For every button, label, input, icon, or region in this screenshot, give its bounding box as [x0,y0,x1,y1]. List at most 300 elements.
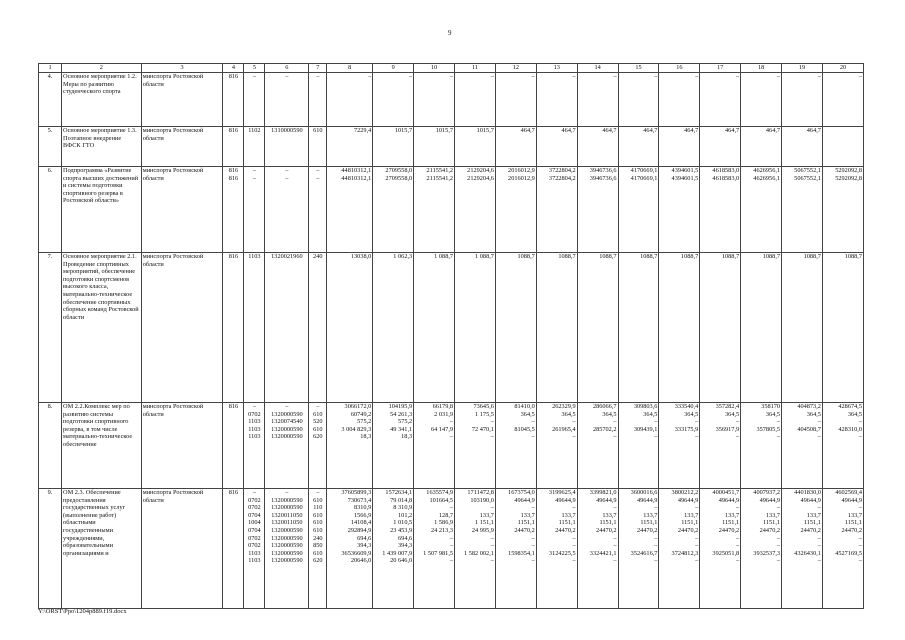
cell-line: 3946736,6 [589,167,617,174]
value-cell [536,489,577,609]
cell-line: – [531,418,535,426]
cell-line: 4394601,5 [671,174,699,182]
value-cell [700,489,741,609]
cell-line: – [817,534,821,542]
header-cell: 14 [577,64,618,73]
cell-line: 3722804,2 [548,174,576,182]
cell-line: 24470,2 [759,526,781,534]
cell-line: 1 586,9 [434,519,454,527]
cell-line: 49644,9 [636,496,658,504]
cell-line: 2129204,6 [467,174,494,182]
value-cell [244,167,265,253]
cell-line: 37605899,3 [341,489,372,496]
cell-line: – [252,73,256,80]
value-cell [822,167,863,253]
value-cell [244,403,265,489]
cell-line: 816 [228,403,239,410]
cell-line: 20 646,0 [390,557,413,565]
header-cell: 16 [659,64,700,73]
cell-line: 1088,7 [721,253,740,260]
value-cell [455,167,496,253]
cell-line: 364,5 [520,410,535,418]
cell-line: 49 341,1 [390,425,413,433]
cell-line: 44810312,1 [341,167,372,174]
value-cell [373,253,414,403]
cell-line: 1151,1 [599,519,617,527]
cell-line: 520 [313,418,323,426]
cell-line: 1103 [248,418,261,426]
cell-line: 816 [228,127,239,134]
cell-line: – [316,73,320,80]
cell-line: – [572,542,576,550]
cell-line: 49644,9 [596,496,617,504]
cell-line: – [449,433,454,441]
value-cell [223,167,244,253]
cell-line: 1320021960 [271,253,303,260]
cell-line: 1015,7 [476,127,494,134]
value-cell [741,489,782,609]
cell-line [224,512,242,520]
cell-line: 464,7 [643,127,658,134]
value-cell [822,73,863,127]
cell-line: 49644,9 [718,496,740,504]
cell-line: 133,7 [520,511,535,519]
cell-line: – [776,534,781,542]
cell-line: – [817,557,821,565]
cell-line: 1 175,5 [475,410,494,418]
cell-line: – [572,557,576,565]
cell-line: 1598354,1 [508,549,535,557]
cell-line: 730673,4 [347,496,372,504]
cell-line: 8310,9 [353,504,372,512]
value-cell [577,403,618,489]
value-cell [373,73,414,127]
cell-line: – [695,504,699,512]
cell-line: 816 [228,253,239,260]
cell-line: – [285,489,289,496]
cell-line: 4602569,4 [835,489,862,496]
cell-line: – [613,534,617,542]
cell-line: 620 [313,557,323,565]
value-cell [373,403,414,489]
cell-line: – [572,504,576,512]
value-cell [536,73,577,127]
cell-line: 1320000590 [271,557,303,565]
cell-line: 1151,1 [844,519,862,527]
cell-line: – [817,433,821,441]
cell-line: 364,5 [561,410,576,418]
cell-line: – [490,534,494,542]
cell-line: 24470,2 [841,526,862,534]
value-cell [495,73,536,127]
measure-name: ОМ 2.2.Комплекс мер по развитию системы подготовки спортивного резерва, в том числе материально-техническое обеспечение [62,403,142,489]
cell-line: – [858,418,862,426]
cell-line: 2016012,9 [508,167,535,174]
measure-name: ОМ 2.3. Обеспечение предоставления государственных услуг (выполнение работ) областными государственными учреждениями, образовательными организациями и [62,489,142,609]
cell-line: 364,5 [684,410,699,418]
header-cell: 2 [62,64,142,73]
cell-line: – [695,557,699,565]
cell-line: 428674,5 [838,403,862,410]
cell-line: – [654,534,658,542]
cell-line: 358170 [761,403,781,410]
cell-line: 81410,0 [514,403,535,410]
cell-line: 816 [228,174,239,182]
cell-line: 5067552,1 [794,174,821,182]
value-cell [618,253,659,403]
value-cell [495,403,536,489]
header-cell: 4 [223,64,244,73]
cell-line: 24470,2 [800,526,821,534]
cell-line: – [285,174,289,182]
cell-line: – [613,433,617,441]
cell-line: – [613,73,617,80]
cell-line: 2115541,2 [426,174,454,182]
cell-line: 261965,4 [552,425,576,433]
cell-line [224,433,242,441]
cell-line: 4626956,1 [753,174,781,182]
cell-line: 1320000590 [271,542,303,550]
row-number: 4. [39,73,62,127]
cell-line: – [613,542,617,550]
cell-line: – [654,418,658,426]
cell-line: – [613,418,617,426]
cell-line [224,535,242,543]
value-cell [265,489,309,609]
value-cell [700,127,741,167]
cell-line: 7229,4 [353,127,372,134]
value-cell [495,127,536,167]
cell-line: 1088,7 [680,253,699,260]
cell-line: 0704 [248,526,261,534]
value-cell [618,167,659,253]
cell-line: 610 [313,511,323,519]
cell-line: 1 062,3 [393,253,413,260]
cell-line: 1088,7 [517,253,535,260]
cell-line: 1088,7 [640,253,658,260]
cell-line: 5292092,8 [835,167,862,174]
value-cell [373,127,414,167]
cell-line: – [695,418,699,426]
table-row [39,127,864,167]
cell-line: 81045,5 [514,425,535,433]
cell-line: 357282,4 [715,403,740,410]
cell-line: – [736,73,740,80]
cell-line: 54 261,3 [390,410,413,418]
value-cell [700,403,741,489]
header-cell: 20 [822,64,863,73]
value-cell [659,127,700,167]
cell-line: 3800212,2 [671,489,699,496]
cell-line: 18,3 [401,433,413,441]
value-cell [659,489,700,609]
cell-line: 133,7 [765,511,781,519]
value-cell [659,167,700,253]
cell-line: 610 [313,127,323,134]
cell-line: 309803,6 [633,403,658,410]
cell-line: 356917,9 [715,425,740,433]
value-cell [223,127,244,167]
cell-line: 49644,9 [514,496,535,504]
cell-line: 2115541,2 [426,167,454,174]
value-cell [244,253,265,403]
value-cell [659,253,700,403]
cell-line: 72 470,1 [471,425,494,433]
cell-line: 694,6 [398,534,413,542]
cell-line: 24 213,3 [431,526,454,534]
table-row [39,489,864,609]
cell-line: 133,7 [561,511,576,519]
value-cell [577,73,618,127]
header-row [39,64,864,73]
cell-line: 24470,2 [555,526,576,534]
cell-line: 610 [313,425,323,433]
cell-line: 4618583,0 [712,174,740,182]
cell-line: – [776,504,781,512]
value-cell [309,403,327,489]
cell-line: 0704 [248,511,261,519]
value-cell [327,403,373,489]
value-cell [700,73,741,127]
cell-line: 1 088,7 [434,253,454,260]
row-number: 5. [39,127,62,167]
cell-line: 1320000590 [271,526,303,534]
cell-line: 1 507 981,5 [423,549,454,557]
cell-line: 1310000590 [271,127,303,134]
cell-line: 357805,5 [756,425,781,433]
cell-line: 1088,7 [558,253,576,260]
cell-line: 0702 [248,542,261,550]
cell-line: – [572,433,576,441]
header-cell: 15 [618,64,659,73]
executor: минспорта Ростовской области [141,403,223,489]
value-cell [782,167,823,253]
cell-line: – [449,418,454,426]
cell-line: 0702 [248,496,261,504]
cell-line: 1103 [248,557,261,565]
cell-line: 3399821,0 [589,489,617,496]
cell-line: – [490,418,494,426]
cell-line: 816 [228,167,239,174]
cell-line [224,550,242,558]
cell-line [224,411,242,419]
cell-line [224,497,242,505]
cell-line: 575,2 [357,418,372,426]
value-cell [327,167,373,253]
value-cell [618,73,659,127]
value-cell [782,253,823,403]
cell-line: 364,5 [643,410,658,418]
value-cell [536,127,577,167]
cell-line: 49644,9 [555,496,576,504]
cell-line: 464,7 [765,127,781,134]
value-cell [782,127,823,167]
cell-line: 1711472,8 [467,489,494,496]
cell-line: 1103 [248,433,261,441]
cell-line: – [409,73,413,80]
value-cell [741,403,782,489]
cell-line: 1103 [248,253,261,260]
header-cell: 9 [373,64,414,73]
cell-line: – [252,489,256,496]
cell-line: 1015,7 [394,127,413,134]
cell-line: 610 [313,519,323,527]
value-cell [495,167,536,253]
cell-line: 394,3 [357,542,372,550]
cell-line: 3946736,6 [589,174,617,182]
cell-line: 610 [313,496,323,504]
cell-line: – [695,542,699,550]
cell-line: 1103 [248,425,261,433]
cell-line: 1088,7 [762,253,781,260]
cell-line: 1 088,7 [475,253,494,260]
value-cell [822,403,863,489]
cell-line: – [531,504,535,512]
cell-line: 133,7 [847,511,862,519]
cell-line: 610 [313,549,323,557]
value-cell [265,403,309,489]
cell-line: – [449,557,454,565]
cell-line: 3066172,0 [344,403,372,410]
cell-line: – [613,504,617,512]
cell-line: 428310,0 [838,425,862,433]
cell-line: 240 [313,253,323,260]
cell-line: – [613,557,617,565]
value-cell [782,489,823,609]
cell-line: 24470,2 [718,526,740,534]
cell-line [224,418,242,426]
cell-line: – [531,534,535,542]
value-cell [414,253,455,403]
value-cell [244,489,265,609]
value-cell [536,253,577,403]
cell-line: – [776,73,781,80]
cell-line: – [449,73,454,80]
cell-line: 1 582 002,1 [464,549,494,557]
row-number: 8. [39,403,62,489]
cell-line: – [490,73,494,80]
cell-line: 1102 [248,127,261,134]
cell-line: 64 147,9 [431,425,454,433]
cell-line: 36536609,9 [341,549,372,557]
cell-line: 49644,9 [800,496,821,504]
cell-line: 3722804,2 [548,167,576,174]
table-row [39,253,864,403]
cell-line: 13038,0 [350,253,372,260]
cell-line: 816 [228,73,239,80]
executor: минспорта Ростовской области [141,167,223,253]
cell-line: – [490,504,494,512]
cell-line: 8 310,9 [393,504,413,512]
cell-line: 3324421,1 [589,549,617,557]
value-cell [455,73,496,127]
cell-line: 60749,2 [350,410,372,418]
cell-line: 4401830,0 [794,489,821,496]
cell-line: 110 [313,504,323,512]
cell-line: 464,7 [561,127,576,134]
cell-line: 49644,9 [841,496,862,504]
budget-table [38,63,864,609]
cell-line: 133,7 [684,511,699,519]
table-row [39,403,864,489]
value-cell [618,127,659,167]
cell-line: 0702 [248,504,261,512]
value-cell [373,489,414,609]
cell-line: 4626956,1 [753,167,781,174]
file-path-footer: Y:\ORST\Ppo\1204p889.f19.docx [38,608,127,615]
cell-line: – [285,403,289,410]
cell-line: 133,7 [806,511,821,519]
cell-line: 1635574,9 [426,489,454,496]
cell-line: 24470,2 [596,526,617,534]
value-cell [327,253,373,403]
measure-name: Основное мероприятие 1.2. Меры по развитию студенческого спорта [62,73,142,127]
value-cell [455,489,496,609]
cell-line: 292894,9 [347,526,372,534]
cell-line: – [736,557,740,565]
header-cell: 12 [495,64,536,73]
cell-line: – [490,433,494,441]
cell-line: – [736,504,740,512]
header-cell: 1 [39,64,62,73]
value-cell [265,127,309,167]
value-cell [414,167,455,253]
cell-line: 24 995,9 [471,526,494,534]
value-cell [659,73,700,127]
cell-line: 575,2 [398,418,413,426]
cell-line: 1320011050 [271,519,303,527]
cell-line: 5067552,1 [794,167,821,174]
cell-line: 18,3 [360,433,372,441]
value-cell [455,127,496,167]
cell-line: 5292092,8 [835,174,862,182]
cell-line: – [252,167,256,174]
cell-line: 1 151,1 [475,519,494,527]
cell-line [224,527,242,535]
cell-line: 1088,7 [599,253,617,260]
cell-line: 24470,2 [677,526,699,534]
measure-name: Основное мероприятие 1.3. Поэтапное внедрение ВФСК ГТО [62,127,142,167]
row-number: 6. [39,167,62,253]
cell-line: 1673754,0 [508,489,535,496]
row-number: 7. [39,253,62,403]
cell-line: 49644,9 [677,496,699,504]
cell-line: 20646,0 [350,557,372,565]
value-cell [700,167,741,253]
cell-line: 1151,1 [762,519,781,527]
cell-line: 1088,7 [803,253,821,260]
cell-line: 1320000590 [271,534,303,542]
header-cell: 17 [700,64,741,73]
cell-line: – [449,534,454,542]
value-cell [782,73,823,127]
row-number: 9. [39,489,62,609]
cell-line: – [531,433,535,441]
cell-line: – [776,557,781,565]
cell-line: – [490,557,494,565]
cell-line: 1 010,5 [393,519,413,527]
cell-line: – [776,418,781,426]
value-cell [536,403,577,489]
cell-line: 24470,2 [514,526,535,534]
cell-line: 4394601,5 [671,167,699,174]
value-cell [244,73,265,127]
cell-line: 2709558,0 [385,167,413,174]
value-cell [536,167,577,253]
cell-line: 128,7 [438,511,454,519]
cell-line: 816 [228,489,239,496]
cell-line: 0702 [248,534,261,542]
